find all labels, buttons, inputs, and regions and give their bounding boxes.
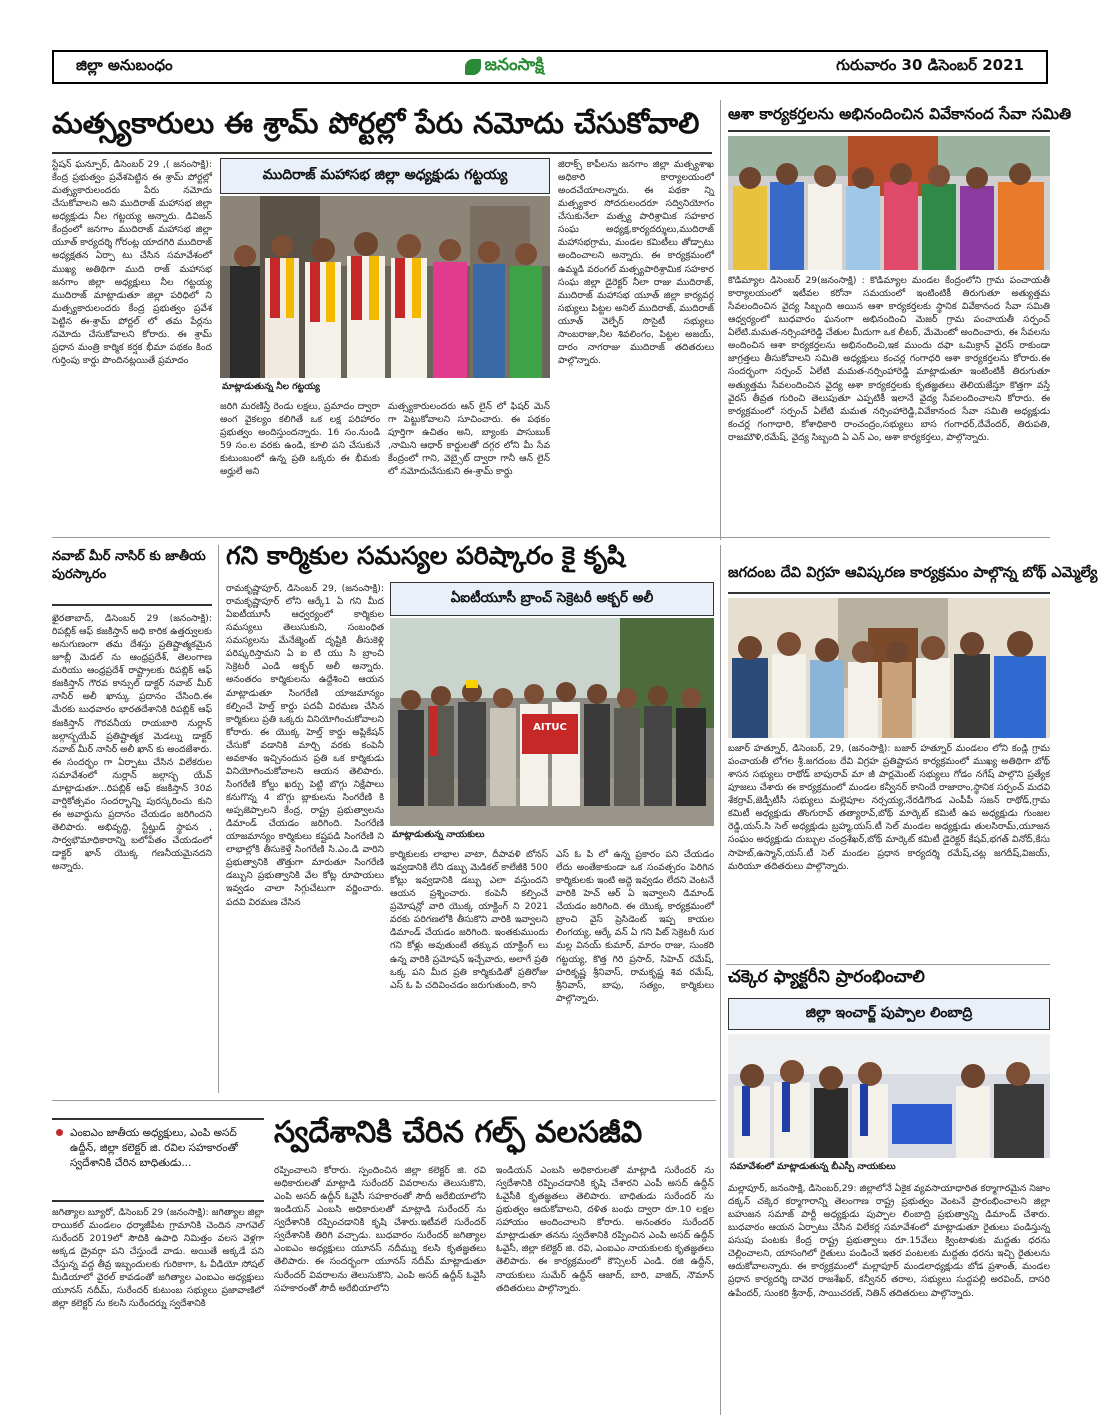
article-6-body: మల్లాపూర్, జనంసాక్షి, డిసెంబర్,29: జిల్లాలోనే ఏకైక వ్యవసాయాధారిత కర్మాగారమైన నిజాం దక్కన్ చక్కెర కర్మాగారాన్ని తెలంగాణ రాష్ట్ర ప్రభుత్వం వెంటనే ప్రారంభించాలని జిల్లా బహుజన సమాజ్ పార్టీ అధ్యక్షుడు పుప్పాల లింబాద్రి ప్రభుత్వాన్ని డిమాండ్ చేశారు. బుధవారం ఆయన ఏర్పాటు చేసిన విలేకర్ల సమావేశంలో మాట్లాడుతూ రైతులు పండిస్తున్న పసుపు పంటకు కేంద్ర రాష్ట్ర ప్రభుత్వాలు రూ.15వేలు క్వింటాళుకు మద్దతు ధరను చెల్లించాలని, యాసంగిలో రైతులు పండించే ఇతర పంటలకు మద్దతు ధరను ఇచ్చి రైతులను ఆదుకోవాలన్నారు. ఈ కార్యక్రమంలో మల్లాపూర్ మండలాధ్యక్షుడు బోడ ప్రశాంత్, మండల ప్రధాన కార్యదర్శి దావెర రాజశేఖర్, కన్వీనర్ తరాల, సభ్యులు సుద్దపల్లి అరవింద్, దాసరి ఉపేందర్, సుంకరి శ్రీనాథ్, సాయిచరణ్, నితిన్ తదితరులు పాల్గొన్నారు. <box>728 1183 1050 1299</box>
article-7-col-2: రప్పించాలని కోరారు. స్పందించిన జిల్లా కలెక్టర్ జి. రవి అధికారులతో మాట్లాడి సురేందర్ వివరాలను తెలుసుకొని, ఎంపి అసద్ ఉద్దీన్ ఓవైసీ సహకారంతో సౌదీ అరేబియాలోని ఇండియన్ ఎంబసి అధికారులతో మాట్లాడి సురేందర్ ను స్వదేశానికి రప్పించడానికి కృషి చేశారు.ఇటీవలే సురేందర్ స్వదేశానికి తిరిగి వచ్చాడు. బుధవారం సురేందర్ జగిత్యాల ఎంఐఎం అధ్యక్షులు యూనస్ నదీమ్ను కలసి కృతజ్ఞతలు తెలిపారు. ఈ సందర్భంగా యూనస్ నదీమ్ మాట్లాడుతూ సురేందర్ వివరాలను తెలుసుకొని, ఎంపి అసద్ ఉద్దీన్ ఓవైసీ సహకారంతో సౌదీ అరేబియాలోని <box>274 1165 486 1294</box>
bullet-icon <box>56 1129 63 1136</box>
article-7-col-1: జగిత్యాల బ్యూరో, డిసెంబర్ 29 (జనంసాక్షి): జగిత్యాల జిల్లా రాయికల్ మండలం ధర్మాజీపేట గ్రామానికి చెందిన నాగవెల్ సురేందర్ 2019లో సౌదికి ఉపాధి నిమిత్తం వలస వెళ్లగా అక్కడ డ్రైవర్గా పని చేస్తుండే వాడు. అయితే అక్కడే పని చేస్తున్న వద్ద తీవ్ర ఇబ్బందులకు గురికాగా, ఓ వీడియో సోషల్ మీడియాలో వైరల్ కావడంతో జగిత్యాల ఎంఐఎం అధ్యక్షులు యూనస్ నదీమ్, సురేందర్ కుటుంబ సభ్యులు ప్రజావాణిలో జిల్లా కలెక్టర్ ను కలసి సురేందర్ను స్వదేశానికి <box>52 1207 264 1310</box>
logo-text: జనంసాక్షి <box>484 55 545 75</box>
article-4-photo-caption: మాట్లాడుతున్న నాయకులు <box>392 830 485 840</box>
newspaper-logo <box>465 55 544 79</box>
article-1-col-1: స్టేషన్ ఘన్పూర్, డిసెంబర్ 29 ,( జనంసాక్షి): కేంద్ర ప్రభుత్వం ప్రవేశపెట్టిన ఈ శ్రామ్ పోర్టల్లో మత్స్యకారులందరు పేరు నమోదు చేసుకోవాలని అని ముదిరాజ్ మహాసభ జిల్లా అధ్యక్షుడు నీల గట్టయ్య అన్నారు. డివిజన్ కేంద్రంలో జనగాం ముదిరాజ్ మహాసభ జిల్లా యూత్ కార్యదర్శి గోరంట్ల యాదగిరి ముదిరాజ్ అధ్యక్షతన ఏర్పా టు చేసిన సమావేశంలో ముఖ్య అతిథిగా ముది రాజ్ మహాసభ జనగాం జిల్లా అధ్యక్షులు నీల గట్టయ్య ముదిరాజ్ మాట్లాడుతూ జిల్లా పరిధిలో ని మత్స్యకారులందరు కేంద్ర ప్రభుత్వం ప్రవేశ పెట్టిన ఈ-శ్రామ్ పోర్టల్ లో తమ పేర్లను నమోదు చేసుకోవాలని కోరారు. ఈ శ్రామ్ ప్రధాన మంత్రి కార్మిక కర్షక భీమా పథకం కింద గుర్తింపు కార్డు పొందినట్లయితే ప్రమాదం <box>52 159 212 366</box>
article-4-col-1: రామకృష్ణాపూర్, డిసెంబర్ 29, (జనంసాక్షి): రామకృష్ణాపూర్ లోని ఆర్కే1 ఏ గని మీద ఏఐటీయూసీ ఆధ్వర్యంలో కార్మికుల సమస్యలు తెలుసుకుని, సంబంధిత సమస్యలను మేనేజ్మెంట్ దృష్టికి తీసుకెళ్లి పరిష్కరిస్తామని ఏ ఐ టి యు సి బ్రాంచి సెక్రెటరీ ఎండి అక్బర్ అలీ అన్నారు. అనంతరం కార్మికులను ఉద్దేశించి ఆయన మాట్లాడుతూ సింగరేణి యాజమాన్యం కల్పించే హెల్త్ కార్డు పదవీ విరమణ చేసిన కార్మికులు ప్రతి ఒక్కరు వినియోగించుకోవాలని కోరారు. ఈ యొక్క హెల్త్ కార్డు అప్లికేషన్ చేసుకో వడానికి మార్చి వరకు కంపెనీ అవకాశం ఇచ్చినందున ప్రతి ఒక కార్మికుడు వినియోగించుకోవాలని ఆయన తెలిపారు. సింగరేణి కోల్డు ఖర్చు పెట్టి బొగ్గు నిక్షేపాలు కనుగొన్న 4 బొగ్గు బ్లాకులను సింగరేణి కి అప్పజెప్పాలని కేంద్ర, రాష్ట్ర ప్రభుత్వాలను డిమాండ్ చేయడం జరిగింది. సింగరేణి యాజమాన్యం కార్మికులు కష్టపడి సింగరేణి ని లాభాల్లోకి తీసుకెళ్తే సింగరేణి సి.ఎం.డి వారిని ప్రభుత్వానికి తొత్తుగా మారుతూ సింగరేణి డబ్బుని ప్రభుత్వానికి వేల కోట్ల రూపాయలు ఇవ్వడం చాలా సిగ్గుచేటుగా వర్ణించారు. పదవి విరమణ చేసిన <box>226 583 384 908</box>
article-2-body: కొడిమ్యాల డిసెంబర్ 29(జనంసాక్షి) : కొడిమ్యాల మండల కేంద్రంలోని గ్రామ పంచాయతీ కార్యాలయంలో ఇటీవల కరోనా సమయంలో ఇంటింటికీ తిరుగుతూ అత్యుత్తమ సేవలందించిన వైద్య సిబ్బంది అయిన ఆశా కార్యకర్తలకు స్థానిక వివేకానంద సేవా సమితి ఆధ్వర్యంలో బుధవారం ఘనంగా అభినందించి మెజర్ గ్రామ పంచాయతీ సర్పంచ్ ఏలేటి.మమత-నర్సింహారెడ్డి చేతుల మీదుగా ఒక లీటర్, మేమెంటో అందించారు, ఈ సేవలను అందించిన ఆశా కార్యకర్తలను అభినందించి,ఇక ముందు దఫా ఒమిక్రాన్ వైరస్ రాకుండా జాగ్రత్తలు తీసుకోవాలని సమితి అధ్యక్షులు కంచర్ల గంగాధరి ఆశా కార్యకర్తలను కోరారు.ఈ సందర్భంగా సర్పంచ్ ఏలేటి మమత-నర్సింహారెడ్డి మాట్లాడుతూ ఇంటింటికీ తిరుగుతూ అత్యుత్తమ సేవలందించిన వైద్య ఆశా కార్యకర్తలకు కృతజ్ఞతలు తెలియజేస్తూ కొత్తగా వస్తే వైరస్ తీవ్రత గురించి తెలుపుతూ ఎప్పటికీ ఇలానే వైద్య సేవలందించాలని కోరారు. ఈ కార్యక్రమంలో సర్పంచ్ ఏలేటి మమత నర్సింహారెడ్డి,వివేకానంద సేవా సమితి అధ్యక్షుడు కంచర్ల గంగాధారి, కోశాధికారి రాంచంద్రం,సభ్యులు బాస గంగాధర్,దేవేందర్, తిరుపతి, రాజమౌళి,రమేష్, వైద్య సిబ్బంది ఏ ఎన్ ఎం, ఆశా కార్యకర్తలు, పాల్గొన్నారు. <box>728 275 1050 443</box>
article-1-photo-title: ముదిరాజ్ మహాసభ జిల్లా అధ్యక్షుడు గట్టయ్య <box>220 158 550 194</box>
article-6-subhead: జిల్లా ఇంచార్జ్ పుప్పాల లింబాద్రి <box>728 998 1050 1030</box>
article-4-photo <box>390 618 714 826</box>
article-4-col-2: కార్మికులకు లాభాల వాటా, దీపావళి బోనస్ ఇవ్వడానికి లేని డబ్బు మెడికల్ కాలేజీకి 500 కోట్లు ఇవ్వడానికి డబ్బు ఎలా వస్తుందని ఆయన ప్రశ్నించారు. కంపెనీ కల్పించే ప్రమోషన్లో వారి యొక్క యాక్టింగ్ ని 2021 వరకు పరిగణలోకి తీసుకొని వారికి ఇవ్వాలని డిమాండ్ చేయడం జరిగింది. ఇంతకుముందు గని కోళ్లు అవుతుంటే తక్కువ యాక్టింగ్ లు ఉన్న వారికి ప్రమోషన్ ఇచ్చేవారు, అలాగే ప్రతి ఒక్క పని మీద ప్రతి కార్మికుడితో ప్రతిరోజు ఎస్ ఓ పి చదివించడం జరుగుతుంది, కాని <box>390 849 548 991</box>
leaf-icon <box>465 59 481 75</box>
article-1-headline: మత్స్యకారులు ఈ శ్రామ్ పోర్టల్లో పేరు నమోదు చేసుకోవాలి <box>52 106 700 140</box>
aituc-banner-text: AITUC <box>533 722 567 733</box>
article-7-headline: స్వదేశానికి చేరిన గల్ఫ్ వలసజీవి <box>274 1115 643 1150</box>
article-6-photo <box>728 1034 1050 1158</box>
article-3-body: ఖైరతాబాద్, డిసెంబర్ 29 (జనంసాక్షి): రిపబ్లిక్ ఆఫ్ కజకిస్తాన్ అధి కారిక ఉత్తర్వులకు అనుగుణంగా తమ దేశస్తు ప్రతిష్టాత్మకమైన జూబ్లీ మెడల్ ను ఆంధ్రప్రదేశ్, తెలంగాణ మరియు ఆంధ్రప్రదేశ్ రాష్ట్రాలకు రిపబ్లిక్ ఆఫ్ కజకిస్తాన్ గౌరవ కాన్సుల్ డాక్టర్ నవాబ్ మీర్ నాసిర్ అలీ ఖాన్కు ప్రదానం చేసింది.ఈ మేరకు బుధవారం భారతదేశానికి రిపబ్లిక్ ఆఫ్ కజకిస్తాన్ గౌరవనీయ రాయబారి నుర్లాన్ జల్గాస్బయేవ్ ప్రతిష్టాత్మక మెడల్ను డాక్టర్ నవాబ్ మీర్ నాసిర్ అలీ ఖాన్ కు అందజేశారు. ఈ సందర్భం గా ఏర్పాటు చేసిన విలేకరుల సమావేశంలో నుర్లాన్ జల్గాస్బ యేవ్ మాట్లాడుతూ...రిపబ్లిక్ ఆఫ్ కజకిస్తాన్ 30వ వార్షికోత్సవం సందర్భాన్ని పురస్కరించు కుని ఈ అవార్డును ప్రదానం చేయడం జరిగిందని తెలిపారు. అభివృద్ధి, స్టేట్హుడ్ స్థాపన , సార్వభౌమాధికారాన్ని బలోపేతం చేయడంలో డాక్టర్ ఖాన్ యొక్క గణనీయమైనదని అన్నారు. <box>52 613 212 873</box>
article-7-col-3: ఇండియన్ ఎంబసి అధికారులతో మాట్లాడి సురేందర్ ను స్వదేశానికి రప్పించడానికి కృషి చేశారని ఎంపీ అసద్ ఉద్దీన్ ఓవైసీకి కృతజ్ఞతలు తెలిపారు. బాధితుడు సురేందర్ ను ప్రభుత్వం ఆదుకోవాలని, దళిత బంధు ద్వారా రూ.10 లక్షల సహాయం అందించాలని కోరారు. అనంతరం సురేందర్ మాట్లాడుతూ తనను స్వదేశానికి రప్పించిన ఎంపి అసద్ ఉద్దీన్ ఓవైసీ, జిల్లా కలెక్టర్ జి. రవి, ఎంఐఎం నాయకులకు కృతజ్ఞతలు తెలిపారు. ఈ కార్యక్రమంలో కౌన్సిలర్ ఎండి. రజి ఉద్దీన్, నాయకులు సుమేర్ ఉద్దీన్ ఆజాద్, బారి, వాజిద్, నౌమాన్ తదితరులు పాల్గొన్నారు. <box>496 1165 714 1294</box>
article-7-bullet-text: ఎంఐఎం జాతీయ అధ్యక్షులు, ఎంపి అసద్ ఉద్దీన్, జిల్లా కలెక్టర్ జి. రవిల సహకారంతో స్వదేశానికి చేరిన బాధితుడు... <box>70 1127 238 1170</box>
article-5-headline: జగదంబ దేవి విగ్రహ ఆవిష్కరణ కార్యక్రమం పాల్గొన్న బోథ్ ఎమ్మెల్యే <box>728 566 1050 594</box>
article-1-col-3: మత్స్యకారులందరు ఆన్ లైన్ లో ఫిషర్ మెన్ గా పెట్టుకోవాలని సూచించారు. ఈ పథకం పూర్తిగా ఉచితం అని, బ్యాంకు పాసుబుక్ ,నామిని ఆధార్ కార్డులతో దగ్గర లోని మీ సేవ కేంద్రంలో గాని, వెబ్సైట్ ద్వారా గానీ ఆన్ లైన్ లో నమోదుచేసుకుని ఈ-శ్రామ్ కార్డు <box>388 401 550 478</box>
issue-date: గురువారం 30 డిసెంబర్ 2021 <box>836 56 1024 74</box>
article-1-col-4: జిరాక్స్ కాపీలను జనగాం జిల్లా మత్స్యశాఖ అధికారి కార్యాలయంలో అందచేయాలన్నారు. ఈ పథకా న్ని మత్స్యకార సోదరులందరూ సద్వినియోగం చేసుకునేలా మత్స్య పారిశ్రామిక సహకార సంఘ అధ్యక్ష,కార్యదర్శులు,ముదిరాజ్ మహాసభగ్రామ, మండల కమిటీలు తోడ్పాటు అందించాలని అన్నారు. ఈ కార్యక్రమంలో ఉమ్మడి వరంగల్ మత్స్యపారిశ్రామిక సహకార సంఘ జిల్లా డైరెక్టర్ నీలా రాజు ముదిరాజ్, ముదిరాజ్ మహాసభ యూత్ జిల్లా కార్యవర్గ సభ్యులు పిట్టల అనిల్ ముదిరాజ్, ముదిరాజ్ యూత్ వెల్ఫేర్ సొసైటీ సభ్యులు సాంబరాజు,నీల శివలింగం, పిట్టల అజయ్, దారం నాగరాజు ముదిరాజ్ తదితరులు పాల్గొన్నారు. <box>558 159 714 366</box>
article-2-headline: ఆశా కార్యకర్తలను అభినందించిన వివేకానంద సేవా సమితి <box>728 106 1050 132</box>
section-label: జిల్లా అనుబంధం <box>76 56 173 74</box>
article-4-col-3: ఎస్ ఓ పి లో ఉన్న ప్రకారం పని చేయడం లేదు అంతేకాకుండా ఒక సంవత్సరం పెరిగిన కార్మికులకు ఇంటి అద్దె ఇవ్వడం లేదని వెంటనే వారికి హెచ్ ఆర్ ఏ ఇవ్వాలని డిమాండ్ చేయడం జరిగింది. ఈ యొక్క కార్యక్రమంలో బ్రాంచి వైస్ ప్రెసిడెంట్ ఇప్ప కాయల లింగయ్య, ఆర్కే వన్ ఏ గని పిట్ సెక్రెటరీ సుర మల్ల వినయ్ కుమార్, మారం రాజు, సుంకరి గట్టయ్య, కొత్త గిరి ప్రసాద్, సిహెచ్ రమేష్, హరికృష్ణ శ్రీనివాస్, రామకృష్ణ శివ రమేష్, శ్రీనివాస్, బాపు, సత్యం, కార్మికులు పాల్గొన్నారు. <box>556 849 714 1004</box>
article-1-photo <box>220 196 550 378</box>
article-4-photo-title: ఏఐటీయూసీ బ్రాంచ్ సెక్రెటరీ అక్బర్ అలీ <box>390 582 714 616</box>
article-5-photo <box>728 598 1050 738</box>
article-4-headline: గని కార్మికుల సమస్యల పరిష్కారం కై కృషి <box>226 541 625 570</box>
article-3-title: నవాబ్ మీర్ నాసిర్ కు జాతీయ పురస్కారం <box>52 548 212 606</box>
article-5-body: బజార్ హత్నూర్, డిసెంబర్, 29, (జనంసాక్షి): బజార్ హత్నూర్ మండలం లోని కండ్లి గ్రామ పంచాయతీ లోగల శ్రీ.జగదంబ దేవి విగ్రహ ప్రతిష్టాపన కార్యక్రమంలో ముఖ్య అతిథిగా బోథ్ శాసన సభ్యులు రాథోడ్ బాపురావ్ మా జీ పార్లమెంట్ సభ్యులు గోడం నగేష్ పాల్గొని ప్రత్యేక పూజలు చేశారు ఈ కార్యక్రమంలో మండల కన్వీనర్ కానిందే రాజారాం,స్థానిక సర్పంచ్ మదవి శేకర్రావ్,జెడ్పీటీసీ సభ్యులు మల్లెపూల నర్సయ్య,నేరడిగొండ ఎంపీపీ సజన్ రాథోడ్,గ్రామ కమిటీ అధ్యక్షుడు తొంగురావ్ తత్యారావ్,బోథ్ మార్కెట్ కమిటీ ఉప అధ్యక్షుడు గుంజల రెడ్డి,యస్.సి సెల్ అధ్యక్షుడు బ్రహ్మ,యస్.టీ సెల్ మండల అధ్యక్షుడు తులసిరామ్,యూజన సంఘం అధ్యక్షుడు దుబ్బుల చంద్రశేఖర్,బోథ్ మార్కెట్ కమిటీ డైరెక్టర్ కేషవ్,భగత్ వినోద్,కేసు సాహెబ్,ఉస్మాన్,యస్.టీ సెల్ మండల ప్రధాన కార్యదర్శి రమేష్,చట్ల జగదీష్,విజయ్, మరియూ తదితరులు పాల్గొన్నారు. <box>728 743 1050 872</box>
article-2-photo <box>728 136 1050 270</box>
article-6-photo-caption: సమావేశంలో మాట్లాడుతున్న బీఎస్పీ నాయకులు <box>730 1162 896 1172</box>
article-6-headline: చక్కెర ఫ్యాక్టరీని ప్రారంభించాలి <box>728 967 925 987</box>
article-1-photo-caption: మాట్లాడుతున్న నీల గట్టయ్య <box>222 382 320 392</box>
article-7-bullet-box <box>52 1118 264 1202</box>
article-1-col-2: జరిగి మరణిస్తే రెండు లక్షలు, ప్రమాదం ద్వారా అంగ వైకల్యం కలిగితే ఒక లక్ష పరిహారం ప్రభుత్వం అందిస్తుందన్నారు. 16 సం.నుండి 59 సం.ల వరకు ఉండి, కూలి పని చేసుకునే కుటుంబంలో ఉన్న ప్రతి ఒక్కరు ఈ భీమకు అర్హులే అని <box>220 401 380 478</box>
masthead <box>52 50 1048 84</box>
